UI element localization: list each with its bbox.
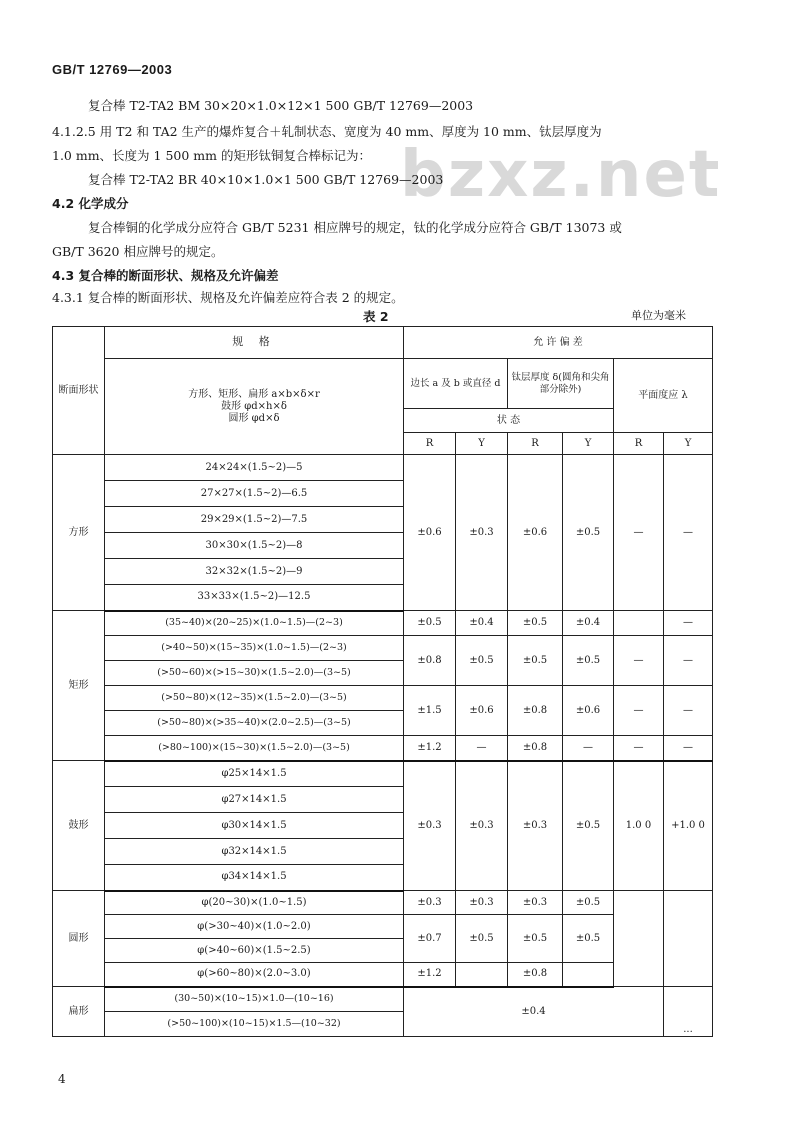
tol-cell: ±0.5 xyxy=(456,636,508,686)
tol-cell: ±0.5 xyxy=(563,455,614,611)
header-r: R xyxy=(614,433,664,455)
tol-cell: ±0.3 xyxy=(456,761,508,891)
tol-cell: +1.0 0 xyxy=(664,761,713,891)
document-code: GB/T 12769—2003 xyxy=(52,62,173,77)
shape-rectangle: 矩形 xyxy=(53,611,105,761)
spec-table xyxy=(52,326,713,1037)
header-y: Y xyxy=(456,433,508,455)
designation-example-bm: 复合棒 T2-TA2 BM 30×20×1.0×12×1 500 GB/T 12769—2003 xyxy=(88,98,474,113)
spec-cell: φ30×14×1.5 xyxy=(105,813,404,839)
tol-cell: — xyxy=(664,636,713,686)
tol-cell: ±0.5 xyxy=(563,891,614,915)
clause-4-1-2-5: 4.1.2.5 用 T2 和 TA2 生产的爆炸复合＋轧制状态、宽度为 40 mm、厚度为 10 mm、钛层厚度为 xyxy=(52,124,602,139)
header-state: 状 态 xyxy=(404,409,614,433)
tol-cell: — xyxy=(614,636,664,686)
watermark: bzxz.net xyxy=(400,138,722,212)
spec-cell: φ(>60~80)×(2.0~3.0) xyxy=(105,963,404,987)
spec-cell: (>40~50)×(15~35)×(1.0~1.5)—(2~3) xyxy=(105,636,404,661)
tol-cell: — xyxy=(664,455,713,611)
tol-cell: ±0.5 xyxy=(508,636,563,686)
tol-cell: ±0.8 xyxy=(508,686,563,736)
tol-cell: ±1.2 xyxy=(404,736,456,761)
tol-cell xyxy=(614,891,664,987)
header-ti-thickness: 钛层厚度 δ(圆角和尖角部分除外) xyxy=(508,359,614,409)
tol-cell xyxy=(563,963,614,987)
header-r: R xyxy=(508,433,563,455)
header-tolerance: 允 许 偏 差 xyxy=(404,327,713,359)
shape-drum: 鼓形 xyxy=(53,761,105,891)
spec-cell: 29×29×(1.5~2)—7.5 xyxy=(105,507,404,533)
spec-cell: (>50~80)×(>35~40)×(2.0~2.5)—(3~5) xyxy=(105,711,404,736)
spec-cell: φ(20~30)×(1.0~1.5) xyxy=(105,891,404,915)
spec-cell: 24×24×(1.5~2)—5 xyxy=(105,455,404,481)
spec-cell: 33×33×(1.5~2)—12.5 xyxy=(105,585,404,611)
header-y: Y xyxy=(563,433,614,455)
tol-cell: ±0.3 xyxy=(508,761,563,891)
tol-cell: 1.0 0 xyxy=(614,761,664,891)
tol-cell: ±1.5 xyxy=(404,686,456,736)
spec-cell: φ(>40~60)×(1.5~2.5) xyxy=(105,939,404,963)
spec-cell: φ(>30~40)×(1.0~2.0) xyxy=(105,915,404,939)
tol-cell xyxy=(614,611,664,636)
tol-cell: ±0.5 xyxy=(508,915,563,963)
spec-cell: (>80~100)×(15~30)×(1.5~2.0)—(3~5) xyxy=(105,736,404,761)
tol-cell: ±0.6 xyxy=(456,686,508,736)
tol-cell: ±0.6 xyxy=(404,455,456,611)
tol-cell: — xyxy=(614,455,664,611)
tol-cell: ±0.4 xyxy=(456,611,508,636)
header-y: Y xyxy=(664,433,713,455)
tol-cell: — xyxy=(664,686,713,736)
heading-4-2: 4.2 化学成分 xyxy=(52,196,129,211)
header-spec-formulas: 方形、矩形、扁形 a×b×δ×r 鼓形 φd×h×δ 圆形 φd×δ xyxy=(105,359,404,455)
heading-4-3: 4.3 复合棒的断面形状、规格及允许偏差 xyxy=(52,268,279,283)
spec-cell: φ25×14×1.5 xyxy=(105,761,404,787)
tol-cell: ... xyxy=(664,987,713,1037)
tol-cell xyxy=(456,963,508,987)
tol-cell: ±0.5 xyxy=(404,611,456,636)
tol-cell: ±1.2 xyxy=(404,963,456,987)
shape-round: 圆形 xyxy=(53,891,105,987)
tol-cell: — xyxy=(563,736,614,761)
tol-cell: ±0.3 xyxy=(456,891,508,915)
spec-cell: 30×30×(1.5~2)—8 xyxy=(105,533,404,559)
tol-cell: ±0.3 xyxy=(456,455,508,611)
tol-cell: ±0.8 xyxy=(508,963,563,987)
spec-cell: (>50~80)×(12~35)×(1.5~2.0)—(3~5) xyxy=(105,686,404,711)
tol-cell: — xyxy=(664,611,713,636)
tol-cell: ±0.5 xyxy=(563,636,614,686)
tol-cell: ±0.5 xyxy=(563,915,614,963)
spec-cell: 32×32×(1.5~2)—9 xyxy=(105,559,404,585)
tol-cell: ±0.8 xyxy=(404,636,456,686)
unit-note: 单位为毫米 xyxy=(631,309,686,322)
designation-example-br: 复合棒 T2-TA2 BR 40×10×1.0×1 500 GB/T 12769—2003 xyxy=(88,172,444,187)
clause-4-3-1: 4.3.1 复合棒的断面形状、规格及允许偏差应符合表 2 的规定。 xyxy=(52,290,404,305)
tol-cell: — xyxy=(456,736,508,761)
spec-cell: φ27×14×1.5 xyxy=(105,787,404,813)
table-caption: 表 2 xyxy=(363,309,389,324)
tol-cell: ±0.4 xyxy=(563,611,614,636)
clause-4-1-2-5-cont: 1.0 mm、长度为 1 500 mm 的矩形钛铜复合棒标记为： xyxy=(52,148,371,163)
tol-cell: ±0.5 xyxy=(563,761,614,891)
spec-cell: φ34×14×1.5 xyxy=(105,865,404,891)
page-number: 4 xyxy=(58,1072,66,1086)
tol-cell: — xyxy=(614,736,664,761)
shape-flat: 扁形 xyxy=(53,987,105,1037)
header-edge: 边长 a 及 b 或直径 d xyxy=(404,359,508,409)
tol-cell xyxy=(664,891,713,987)
tol-cell: ±0.7 xyxy=(404,915,456,963)
header-r: R xyxy=(404,433,456,455)
tol-cell: ±0.8 xyxy=(508,736,563,761)
spec-cell: (>50~60)×(>15~30)×(1.5~2.0)—(3~5) xyxy=(105,661,404,686)
tol-cell: ±0.6 xyxy=(563,686,614,736)
spec-cell: 27×27×(1.5~2)—6.5 xyxy=(105,481,404,507)
spec-cell: φ32×14×1.5 xyxy=(105,839,404,865)
spec-cell: (35~40)×(20~25)×(1.0~1.5)—(2~3) xyxy=(105,611,404,636)
spec-cell: (30~50)×(10~15)×1.0—(10~16) xyxy=(105,987,404,1012)
tol-cell: ±0.6 xyxy=(508,455,563,611)
tol-cell: — xyxy=(664,736,713,761)
tol-cell: ±0.5 xyxy=(456,915,508,963)
tol-cell: — xyxy=(614,686,664,736)
spec-cell: (>50~100)×(10~15)×1.5—(10~32) xyxy=(105,1012,404,1037)
header-section-shape: 断面形状 xyxy=(53,327,105,455)
tol-merged-cell: ±0.4 xyxy=(404,987,664,1037)
tol-cell: ±0.5 xyxy=(508,611,563,636)
tol-cell: ±0.3 xyxy=(404,891,456,915)
tol-cell: ±0.3 xyxy=(404,761,456,891)
chemical-composition-cont: GB/T 3620 相应牌号的规定。 xyxy=(52,244,224,259)
chemical-composition-text: 复合棒铜的化学成分应符合 GB/T 5231 相应牌号的规定，钛的化学成分应符合 GB/T 13073 或 xyxy=(88,220,622,235)
tol-cell: ±0.3 xyxy=(508,891,563,915)
header-spec: 规 格 xyxy=(105,327,404,359)
shape-square: 方形 xyxy=(53,455,105,611)
header-flatness: 平面度应 λ xyxy=(614,359,713,433)
